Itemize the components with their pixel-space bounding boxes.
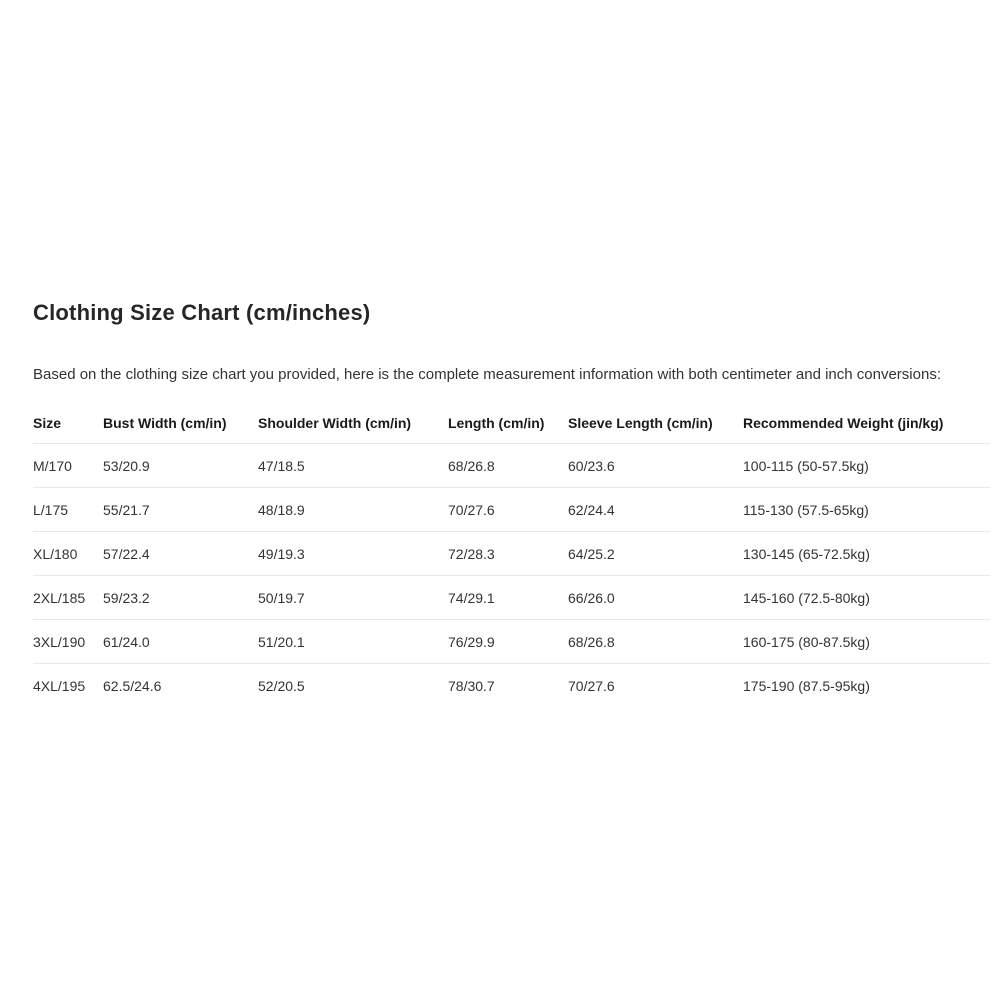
table-row [33,664,990,708]
cell-size: XL/180 [33,532,103,576]
cell-shoulder-width: 48/18.9 [258,488,448,532]
cell-bust-width: 53/20.9 [103,444,258,488]
cell-length: 68/26.8 [448,444,568,488]
cell-size: 2XL/185 [33,576,103,620]
table-row [33,576,990,620]
cell-shoulder-width: 49/19.3 [258,532,448,576]
table-row [33,488,990,532]
cell-recommended-weight: 175-190 (87.5-95kg) [743,678,870,694]
cell-size: L/175 [33,488,103,532]
table-row [33,620,990,664]
size-chart-table [33,405,990,707]
cell-bust-width: 61/24.0 [103,620,258,664]
cell-length: 74/29.1 [448,576,568,620]
cell-size: M/170 [33,444,103,488]
cell-recommended-weight: 100-115 (50-57.5kg) [743,444,990,488]
cell-length: 76/29.9 [448,620,568,664]
cell-size: 4XL/195 [33,678,86,694]
cell-bust-width: 57/22.4 [103,532,258,576]
page-title: Clothing Size Chart (cm/inches) [33,300,371,325]
table-row [33,444,990,488]
column-header-size: Size [33,405,103,444]
cell-sleeve-length: 62/24.4 [568,488,743,532]
cell-sleeve-length: 64/25.2 [568,532,743,576]
column-header-shoulder-width: Shoulder Width (cm/in) [258,405,448,444]
cell-bust-width: 62.5/24.6 [103,678,162,694]
cell-recommended-weight: 130-145 (65-72.5kg) [743,532,990,576]
cell-size: 3XL/190 [33,620,103,664]
cell-sleeve-length: 66/26.0 [568,576,743,620]
column-header-bust-width: Bust Width (cm/in) [103,405,258,444]
cell-bust-width: 55/21.7 [103,488,258,532]
column-header-sleeve-length: Sleeve Length (cm/in) [568,405,743,444]
column-header-recommended-weight: Recommended Weight (jin/kg) [743,405,990,444]
column-header-length: Length (cm/in) [448,405,568,444]
intro-paragraph: Based on the clothing size chart you provided, here is the complete measurement information with both centimeter and inch conversions: [33,366,941,383]
cell-shoulder-width: 47/18.5 [258,444,448,488]
cell-recommended-weight: 145-160 (72.5-80kg) [743,576,990,620]
table-row [33,532,990,576]
cell-bust-width: 59/23.2 [103,576,258,620]
cell-length: 70/27.6 [448,488,568,532]
cell-sleeve-length: 70/27.6 [568,678,615,694]
cell-sleeve-length: 68/26.8 [568,620,743,664]
cell-recommended-weight: 160-175 (80-87.5kg) [743,620,990,664]
table-header-row [33,405,990,444]
cell-recommended-weight: 115-130 (57.5-65kg) [743,488,990,532]
cell-sleeve-length: 60/23.6 [568,444,743,488]
cell-length: 78/30.7 [448,678,495,694]
cell-shoulder-width: 50/19.7 [258,576,448,620]
cell-shoulder-width: 51/20.1 [258,620,448,664]
cell-shoulder-width: 52/20.5 [258,678,305,694]
cell-length: 72/28.3 [448,532,568,576]
